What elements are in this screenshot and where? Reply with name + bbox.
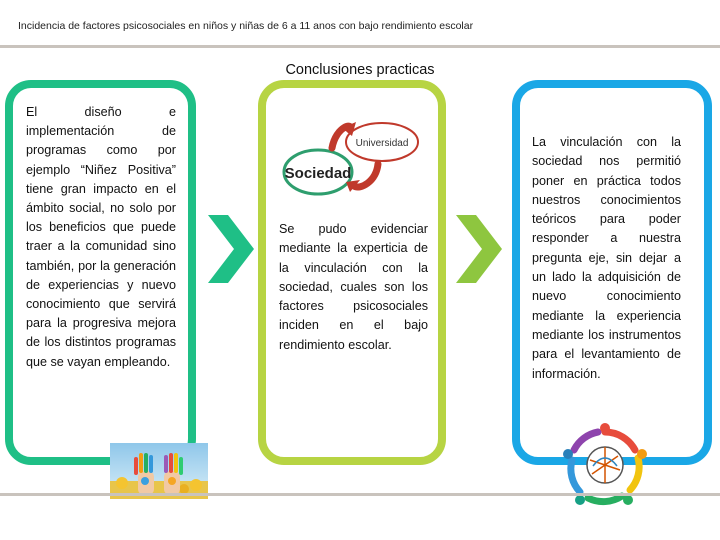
header-title: Incidencia de factores psicosociales en niños y niñas de 6 a 11 anos con bajo rendimiento escolar — [18, 20, 474, 32]
top-divider — [0, 45, 720, 48]
painted-hands-photo — [110, 443, 208, 499]
society-university-illustration — [280, 112, 426, 202]
left-panel-text: El diseño e implementación de programas como por ejemplo “Niñez Positiva” tiene gran impacto en el ámbito social, no solo por los beneficios que puede traer a la comunidad sino también, por la generación de experiencias y nuevo conocimiento que servirá para la progresiva mejora de los distintos programas que se vayan empleando. — [26, 105, 176, 369]
bottom-divider — [0, 493, 720, 496]
slide-heading: Conclusiones practicas — [285, 62, 435, 78]
right-panel-text: La vinculación con la sociedad nos permitió poner en práctica todos nuestros conocimientos teóricos para poder responder a nuestra pregunta eje, sin dejar a un lado la adquisición de nuevo conocimiento mediante la experiencia mediante los instrumentos para el levantamiento de información. — [532, 135, 681, 381]
middle-panel-text: Se pudo evidenciar mediante la experticia de la vinculación con la sociedad, cuales son los factores psicosociales inciden en el bajo rendimiento escolar. — [279, 222, 428, 352]
unity-circle-logo — [560, 420, 650, 512]
chevron-right-icon — [208, 215, 254, 283]
chevron-right-icon — [456, 215, 502, 283]
sociedad-label: Sociedad — [284, 165, 352, 182]
universidad-label: Universidad — [355, 138, 409, 149]
